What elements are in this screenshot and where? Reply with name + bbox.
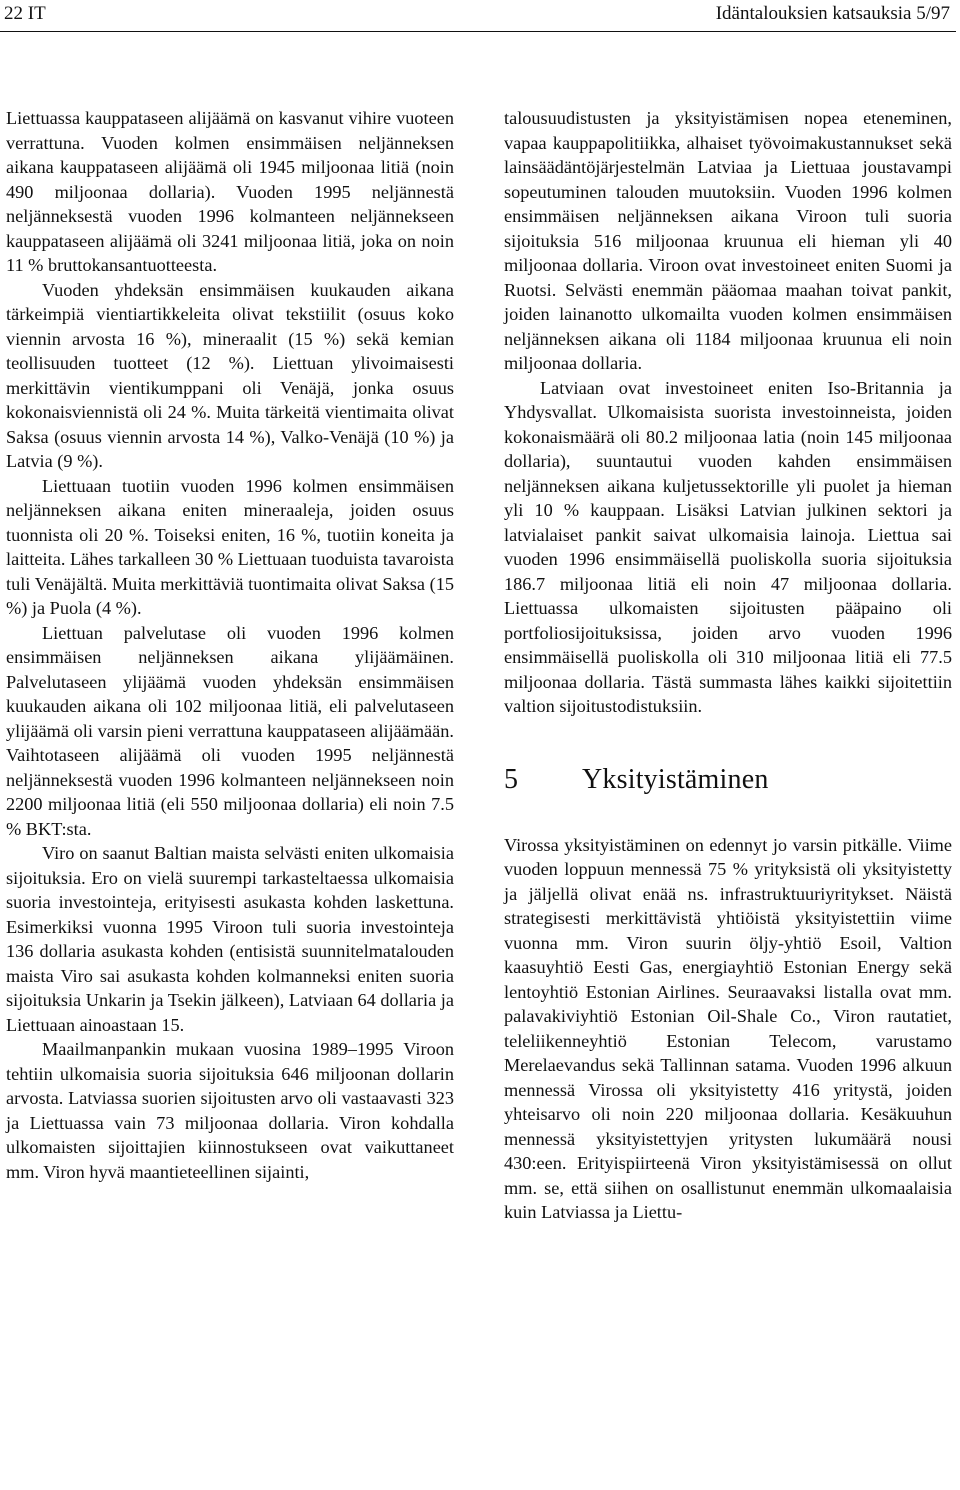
paragraph: Liettuaan tuotiin vuoden 1996 kolmen ensimmäisen neljänneksen aikana eniten mineraaleja, joiden osuus tuonnista oli 20 %. Toiseksi eniten, 16 %, tuotiin koneita ja laitteita. Lähes tarkalleen 30 % Liettuaan tuoduista tavaroista tuli Venäjältä. Muita merkittäviä tuontimaita olivat Saksa (15 %) ja Puola (4 %). (6, 475, 454, 618)
paragraph: Maailmanpankin mukaan vuosina 1989–1995 Viroon tehtiin ulkomaisia suoria sijoituksia 646 miljoonan dollarin arvosta. Latviassa suorien sijoitusten arvo oli vastaavasti 323 ja Liettuassa vain 73 miljoonaa dollaria. Viron kohdalla ulkomaisten sijoittajien kiinnostukseen ovat vaikuttaneet mm. Viron hyvä maantieteellinen sijainti, (6, 1039, 454, 1182)
section-title: Yksityistäminen (582, 763, 769, 795)
paragraph: Viro on saanut Baltian maista selvästi eniten ulkomaisia sijoituksia. Ero on vielä suurempi tarkasteltaessa ulkomaisia suoria investointeja, erityisesti asukasta kohden laskettuna. Esimerkiksi vuonna 1995 Viroon tuli suoria investointeja 136 dollaria asukasta kohden (entisistä suunnitelmatalouden maista Viro sai asukasta kohden kolmanneksi eniten suoria sijoituksia Unkarin ja Tsekin jälkeen), Latviaan 64 dollaria ja Liettuaan ainoastaan 15. (6, 843, 454, 1035)
paragraph: Latviaan ovat investoineet eniten Iso-Britannia ja Yhdysvallat. Ulkomaisista suorista investoinneista, joiden kokonaismäärä oli 80.2 miljoonaa latia (noin 145 miljoonaa dollaria), suuntautui vuoden kahden ensimmäisen neljänneksen aikana kuljetussektorille yli puolet ja hieman yli 10 % kauppaan. Lisäksi Latvian julkinen sektori ja latvialaiset pankit saivat ulkomaisia lainoja. Liettua sai vuoden 1996 ensimmäisellä puoliskolla suoria sijoituksia 186.7 miljoonaa litiä eli noin 47 miljoonaa dollaria. Liettuassa ulkomaisten sijoitusten pääpaino oli portfoliosijoituksissa, joiden arvo vuoden 1996 ensimmäisellä puoliskolla oli 310 miljoonaa litiä eli 77.5 miljoonaa dollaria. Tästä summasta lähes kaikki sijoitettiin valtion sijoitustodistuksiin. (504, 377, 952, 716)
paragraph: talousuudistusten ja yksityistämisen nopea eteneminen, vapaa kauppapolitiikka, alhaiset työvoimakustannukset sekä lainsäädäntöjärjestelmän Latviaa ja Liettuaa joustavampi sopeutuminen talouden muutoksiin. Vuoden 1996 kolmen ensimmäisen neljänneksen aikana Viroon tuli suoria sijoituksia 516 miljoonaa kruunua eli hieman yli 40 miljoonaa dollaria. Viroon ovat investoineet eniten Suomi ja Ruotsi. Selvästi enemmän pääomaa maahan toivat pankit, joiden lainanotto ulkomailta vuoden kolmen ensimmäisen neljänneksen aikana oli 1184 miljoonaa kruunua eli noin miljoonaa dollaria. (504, 108, 952, 373)
section-heading (504, 763, 952, 797)
publication-title: Idäntalouksien katsauksia 5/97 (715, 3, 950, 24)
paragraph: Liettuan palvelutase oli vuoden 1996 kolmen ensimmäisen neljänneksen aikana ylijäämäinen. Palvelutaseen ylijäämä vuoden yhdeksän ensimmäisen kuukauden aikana oli 102 miljoonaa litiä, eli palvelutaseen ylijäämä oli varsin pieni verrattuna kauppataseen alijäämään. Vaihtotaseen alijäämä oli vuoden 1995 neljännestä neljänneksestä vuoden 1996 kolmanteen neljännekseen noin 2200 miljoonaa litiä (eli 550 miljoonaa dollaria) eli noin 7.5 % BKT:sta. (6, 622, 454, 839)
header-rule (0, 31, 956, 32)
left-column (6, 78, 454, 1184)
paragraph: Liettuassa kauppataseen alijäämä on kasvanut vihire vuoteen verrattuna. Vuoden kolmen ensimmäisen neljänneksen aikana kauppataseen alijäämä oli 1945 miljoonaa litiä (noin 490 miljoonaa dollaria). Vuoden 1995 neljännestä neljänneksestä vuoden 1996 kolmanteen neljännekseen kauppataseen alijäämä oli 3241 miljoonaa litiä, joka on noin 11 % bruttokansantuotteesta. (6, 108, 454, 275)
page-number: 22 IT (4, 3, 46, 24)
paragraph: Virossa yksityistäminen on edennyt jo varsin pitkälle. Viime vuoden loppuun mennessä 75 % yrityksistä oli yksityistetty ja jäljellä olivat enää ns. infrastruktuuriyritykset. Näistä strategisesti merkittävistä yhtiöistä yksityistettiin viime vuonna mm. Viron suurin öljy-yhtiö Esoil, Valtion kaasuyhtiö Eesti Gas, energiayhtiö Estonian Energy sekä lentoyhtiö Estonian Airlines. Seuraavaksi listalla ovat mm. palavakiviyhtiö Estonian Oil-Shale Co., Viron rautatiet, teleliikenneyhtiö Estonian Telecom, varustamo Merelaevandus sekä Tallinnan satama. Vuoden 1996 alkuun mennessä Virossa oli yksityistetty 416 yritystä, joiden yhteisarvo oli noin 220 miljoonaa dollaria. Kesäkuuhun mennessä yksityistettyjen yritysten lukumäärä nousi 430:een. Erityispiirteenä Viron yksityistämisessä on ollut mm. se, että siihen on osallistunut enemmän ulkomaalaisia kuin Latviassa ja Liettu- (504, 834, 952, 1222)
section-number: 5 (504, 763, 518, 795)
right-column (504, 78, 952, 1225)
page-header (0, 0, 960, 36)
paragraph: Vuoden yhdeksän ensimmäisen kuukauden aikana tärkeimpiä vientiartikkeleita olivat tekstiilit (osuus koko viennin arvosta 16 %), mineraalit (15 %) sekä kemian teollisuuden tuotteet (12 %). Liettuan ylivoimaisesti merkittävin vientikumppani oli Venäjä, jonka osuus kokonaisviennistä oli 24 %. Muita tärkeitä vientimaita olivat Saksa (osuus viennin arvosta 14 %), Valko-Venäjä (10 %) ja Latvia (9 %). (6, 279, 454, 471)
